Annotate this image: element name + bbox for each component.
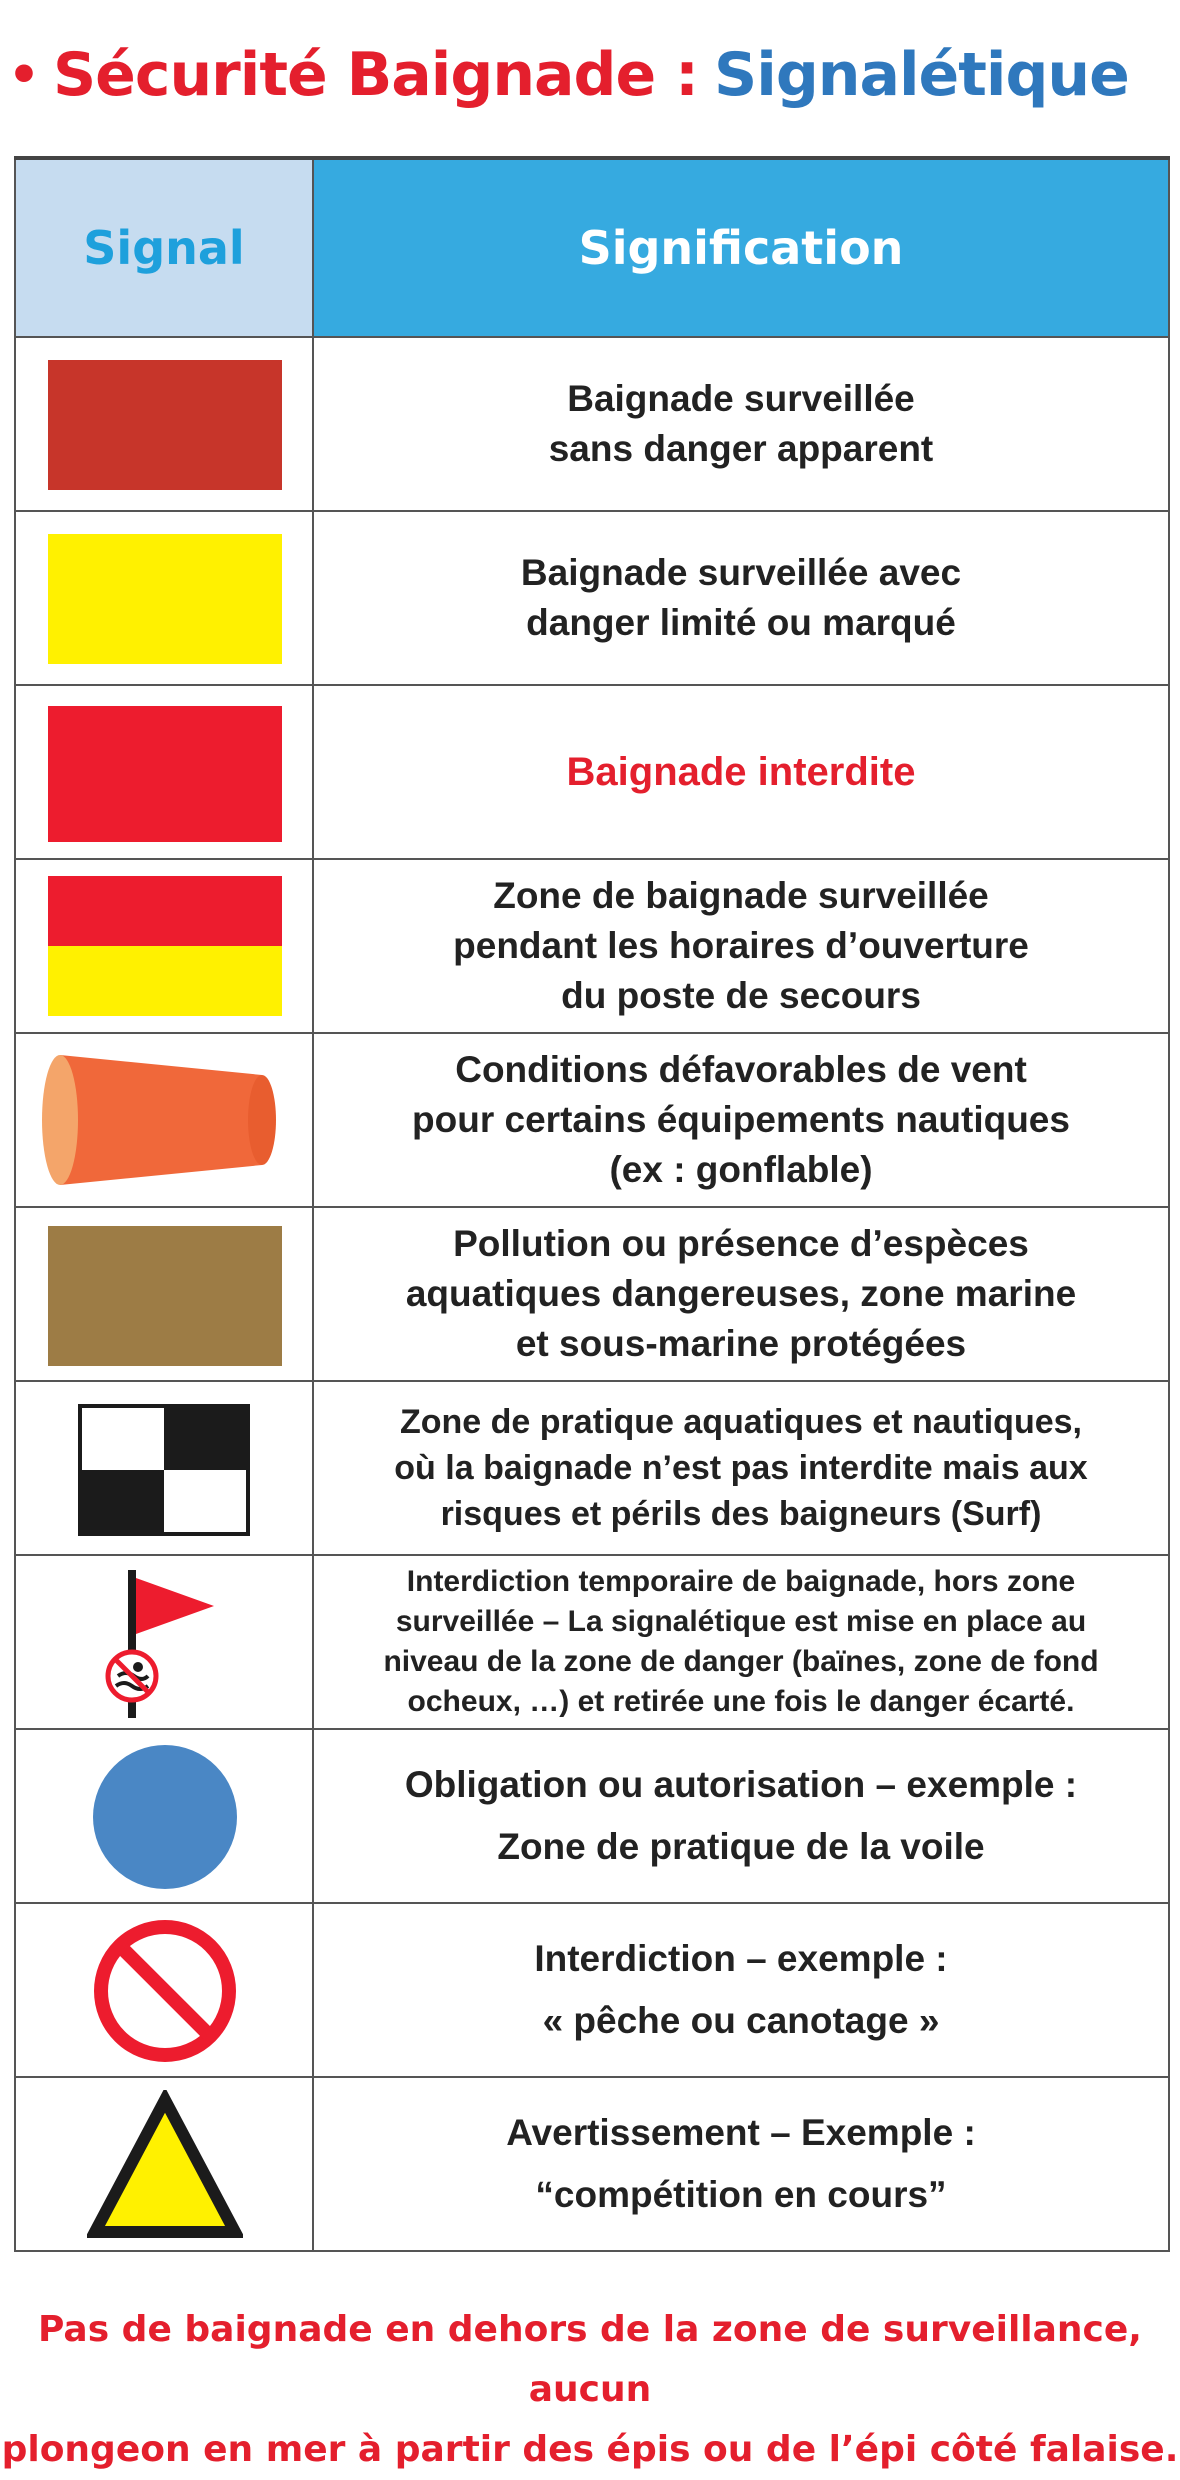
table-row [16,1380,1168,1554]
meaning-cell [314,686,1168,858]
meaning-cell [314,1208,1168,1380]
meaning-line: du poste de secours [561,975,921,1016]
meaning-line: ocheux, …) et retirée une fois le danger écarté. [407,1685,1075,1718]
meaning-cell [314,860,1168,1032]
meaning-line: Avertissement – Exemple : [506,2112,976,2153]
meaning-line: Zone de pratique aquatiques et nautiques, [400,1403,1082,1441]
signal-cell [16,2078,314,2250]
meaning-cell [314,1034,1168,1206]
table-row [16,858,1168,1032]
meaning-cell [314,1730,1168,1902]
table-row [16,510,1168,684]
brown-flag-icon [48,1226,282,1366]
meaning-cell [314,338,1168,510]
meaning-line: Obligation ou autorisation – exemple : [404,1764,1078,1805]
meaning-line: risques et périls des baigneurs (Surf) [440,1495,1042,1533]
prohibition-icon [90,1916,240,2066]
meaning-line: pendant les horaires d’ouverture [453,925,1029,966]
meaning-line: danger limité ou marqué [526,602,956,643]
temporary-ban-flag-icon [104,1564,244,1724]
meaning-cell [314,512,1168,684]
meaning-cell [314,1382,1168,1554]
meaning-line: aquatiques dangereuses, zone marine [405,1273,1077,1314]
meaning-line: Baignade interdite [566,750,916,794]
signal-cell [16,1730,314,1902]
signal-cell [16,1382,314,1554]
meaning-line: Pollution ou présence d’espèces [453,1223,1029,1264]
red-danger-flag-icon [48,706,282,842]
meaning-line: surveillée – La signalétique est mise en place au [395,1605,1087,1638]
footer-line-2: plongeon en mer à partir des épis ou de l’épi côté falaise. [1,2429,1179,2470]
signal-cell [16,1208,314,1380]
signage-table [14,160,1170,2252]
meaning-line: Zone de pratique de la voile [497,1826,985,1867]
meaning-line: niveau de la zone de danger (baïnes, zone de fond [383,1645,1099,1678]
table-row [16,336,1168,510]
warning-triangle-icon [87,2090,243,2240]
meaning-line: où la baignade n’est pas interdite mais aux [394,1449,1088,1487]
signal-cell [16,686,314,858]
meaning-line: Zone de baignade surveillée [493,875,989,916]
meaning-line: Conditions défavorables de vent [455,1049,1027,1090]
signal-cell [16,860,314,1032]
header-signal: Signal [16,160,314,336]
checkered-flag-icon [78,1404,250,1536]
meaning-cell [314,1904,1168,2076]
title-bullet: • [8,46,39,104]
table-row [16,1728,1168,1902]
signal-cell [16,1904,314,2076]
table-row [16,1902,1168,2076]
meaning-line: Interdiction – exemple : [534,1938,948,1979]
meaning-line: sans danger apparent [548,428,934,469]
signal-cell [16,1556,314,1728]
meaning-cell [314,2078,1168,2250]
footer-line-1: Pas de baignade en dehors de la zone de surveillance, aucun [38,2309,1142,2410]
meaning-line: « pêche ou canotage » [542,2000,940,2041]
meaning-line: “compétition en cours” [535,2174,947,2215]
meaning-line: (ex : gonflable) [609,1149,873,1190]
meaning-line: pour certains équipements nautiques [412,1099,1070,1140]
table-header-row [16,160,1168,336]
table-row [16,2076,1168,2250]
table-row [16,1206,1168,1380]
windsock-icon [40,1050,290,1190]
meaning-line: Baignade surveillée [567,378,915,419]
yellow-flag-icon [48,534,282,664]
header-meaning: Signification [314,160,1168,336]
red-flag-icon [48,360,282,490]
meaning-line: Interdiction temporaire de baignade, hors zone [406,1565,1076,1598]
signal-cell [16,338,314,510]
page-title [8,30,1129,120]
table-row [16,1032,1168,1206]
table-row [16,684,1168,858]
blue-circle-icon [90,1742,240,1892]
table-row [16,1554,1168,1728]
title-part-1: Sécurité Baignade : [52,40,699,110]
title-part-2: Signalétique [714,40,1129,110]
signal-cell [16,1034,314,1206]
red-yellow-flag-icon [48,876,282,1016]
footer-notice [0,2300,1180,2480]
signal-cell [16,512,314,684]
meaning-cell [314,1556,1168,1728]
meaning-line: Baignade surveillée avec [520,552,962,593]
meaning-line: et sous-marine protégées [515,1323,967,1364]
